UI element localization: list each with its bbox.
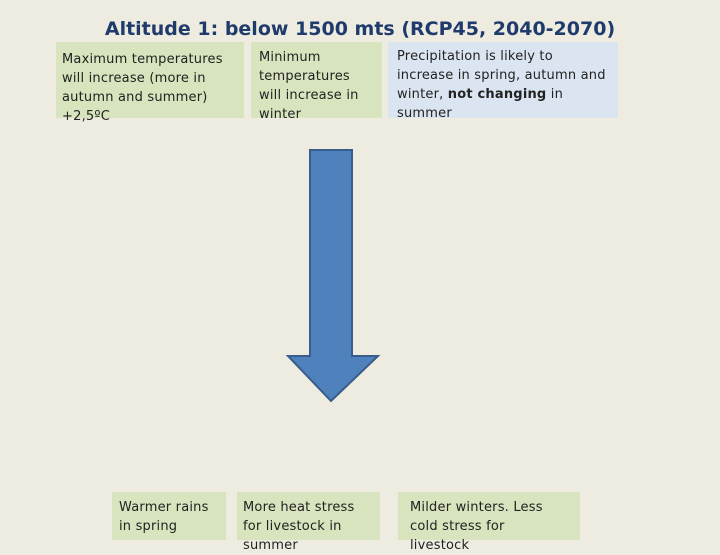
min-temperature-box: Minimum temperatures will increase in winter [251, 42, 382, 118]
warmer-rains-box: Warmer rains in spring [112, 492, 226, 540]
precipitation-text-2: in summer [397, 87, 564, 121]
precipitation-text-1: Precipitation is likely to increase in spring, autumn and winter, [397, 49, 606, 102]
precipitation-text-bold: not changing [447, 87, 547, 102]
heat-stress-box: More heat stress for livestock in summer [237, 492, 380, 540]
diagram-title: Altitude 1: below 1500 mts (RCP45, 2040-2070) [104, 18, 616, 40]
down-arrow [285, 148, 381, 404]
max-temperature-box: Maximum temperatures will increase (more in autumn and summer) +2,5ºC [56, 42, 244, 118]
milder-winters-box: Milder winters. Less cold stress for livestock [398, 492, 580, 540]
precipitation-box [388, 42, 618, 121]
